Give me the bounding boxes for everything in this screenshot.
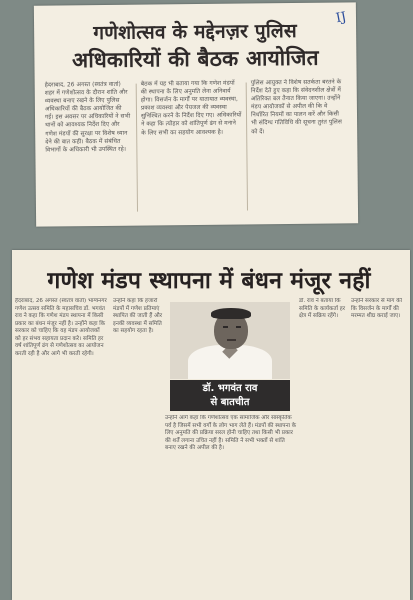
handwritten-pen-mark: IJ xyxy=(334,9,348,27)
news-clipping-ganesh-mandap xyxy=(12,250,410,600)
column-rule xyxy=(246,82,248,210)
clipping-2-headline: गणेश मंडप स्थापना में बंधन मंजूर नहीं xyxy=(47,268,371,294)
portrait-mouth xyxy=(227,339,236,341)
clipping-1-headline-line-1: गणेशोत्सव के मद्देनज़र पुलिस xyxy=(93,19,298,45)
portrait-photo xyxy=(170,302,290,379)
portrait-hair xyxy=(211,308,251,319)
clipping-1-column-1: हैदराबाद, 26 अगस्त (स्वतंत्र वार्ता) शहर में गणेशोत्सव के दौरान शांति और व्यवस्था बनाए रखने के लिए पुलिस अधिकारियों की बैठक आयोजित की गई। इस अवसर पर अधिकारियों ने सभी थानों को आवश्यक निर्देश दिए और गणेश मंडपों की सुरक्षा पर विशेष ध्यान देने की बात कही। बैठक में संबंधित विभागों के अधिकारी भी उपस्थित रहे। xyxy=(44,81,131,154)
clipping-2-column-4: उन्होंने सरकार से मांग की कि विसर्जन के मार्गों की मरम्मत शीघ्र कराई जाए। xyxy=(351,298,402,319)
portrait-eye-left xyxy=(223,326,228,328)
clipping-2-column-1: हैदराबाद, 26 अगस्त (स्वतंत्र वार्ता) भाग्यनगर गणेश उत्सव समिति के महासचिव डॉ. भगवंत राव ने कहा कि गणेश मंडप स्थापना में किसी प्रकार का बंधन मंजूर नहीं है। उन्होंने कहा कि सरकार को चाहिए कि वह मंडप आयोजकों को हर संभव सहायता प्रदान करे। समिति हर वर्ष शांतिपूर्ण ढंग से गणेशोत्सव का आयोजन करती रही है और आगे भी करती रहेगी। xyxy=(15,298,107,357)
clipping-2-center-column: उन्होंने आगे कहा कि गणेशोत्सव एक सामाजिक और सांस्कृतिक पर्व है जिसमें सभी वर्गों के लोग भाग लेते हैं। मंडपों की स्थापना के लिए अनुमति की प्रक्रिया सरल होनी चाहिए तथा किसी भी प्रकार की शर्तें लगाना उचित नहीं है। समिति ने सभी भक्तों से शांति बनाए रखने की अपील की है। xyxy=(165,415,297,451)
clipping-1-column-3: पुलिस आयुक्त ने विशेष सतर्कता बरतने के निर्देश देते हुए कहा कि संवेदनशील क्षेत्रों में अतिरिक्त बल तैनात किया जाएगा। उन्होंने मंडप आयोजकों से अपील की कि वे निर्धारित नियमों का पालन करें और किसी भी संदिग्ध गतिविधि की सूचना तुरंत पुलिस को दें। xyxy=(250,79,342,135)
clipping-2-column-3: डॉ. राव ने बताया कि समिति के कार्यकर्ता हर क्षेत्र में सक्रिय रहेंगे। xyxy=(299,298,346,319)
photo-caption-subtitle: से बातचीत xyxy=(210,397,250,408)
news-clipping-police-meeting xyxy=(34,2,358,226)
clipping-2-column-2: उन्होंने कहा कि हजारों मंडपों में गणेश प्रतिमाएं स्थापित की जाती हैं और इनकी व्यवस्था में समिति का सहयोग रहता है। xyxy=(113,298,162,334)
column-rule xyxy=(136,84,138,212)
clipping-1-headline-line-2: अधिकारियों की बैठक आयोजित xyxy=(71,45,319,73)
photo-caption-name: डॉ. भगवंत राव xyxy=(202,383,258,394)
portrait-eye-right xyxy=(236,326,241,328)
clipping-1-column-2: बैठक में यह भी बताया गया कि गणेश मंडपों की स्थापना के लिए अनुमति लेना अनिवार्य होगा। विसर्जन के मार्गों पर यातायात व्यवस्था, प्रकाश व्यवस्था और पेयजल की व्यवस्था सुनिश्चित करने के निर्देश दिए गए। अधिकारियों ने कहा कि त्योहार को शांतिपूर्ण ढंग से मनाने के लिए सभी का सहयोग आवश्यक है। xyxy=(140,80,242,137)
photo-caption xyxy=(170,380,290,411)
